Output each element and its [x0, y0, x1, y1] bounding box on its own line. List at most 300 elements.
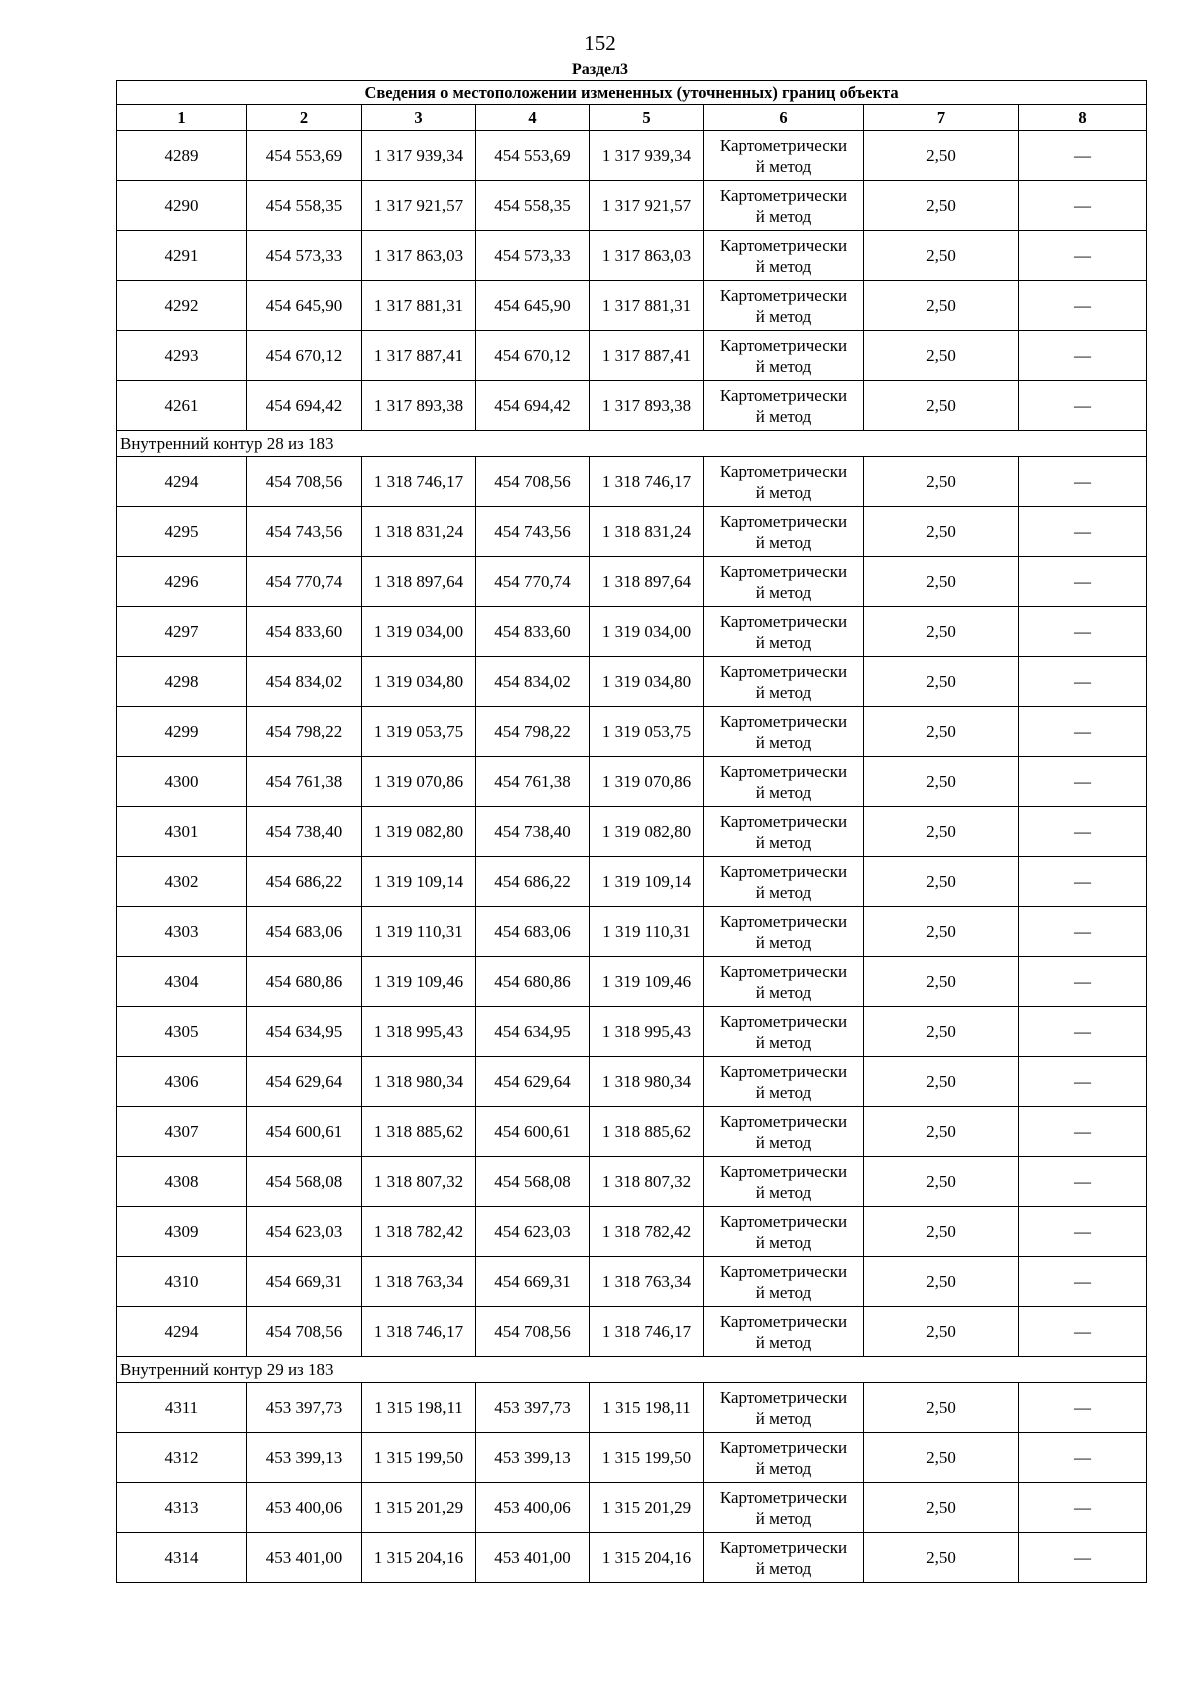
point-number-cell: 4289: [117, 131, 247, 181]
y-coordinate-cell: 1 318 782,42: [362, 1207, 476, 1257]
accuracy-cell: 2,50: [864, 907, 1019, 957]
x-coordinate-cell: 453 401,00: [476, 1533, 590, 1583]
method-line-2: й метод: [755, 356, 812, 376]
x-coordinate-cell: 454 558,35: [476, 181, 590, 231]
description-cell: —: [1019, 281, 1147, 331]
method-line-1: Картометрически: [719, 811, 848, 831]
method-line-1: Картометрически: [719, 1311, 848, 1331]
y-coordinate-cell: 1 319 109,46: [590, 957, 704, 1007]
x-coordinate-cell: 453 400,06: [476, 1483, 590, 1533]
method-cell: [704, 331, 864, 381]
method-line-2: й метод: [755, 882, 812, 902]
method-line-1: Картометрически: [719, 461, 848, 481]
x-coordinate-cell: 454 770,74: [476, 557, 590, 607]
method-cell: [704, 1007, 864, 1057]
method-line-2: й метод: [755, 482, 812, 502]
method-cell: [704, 907, 864, 957]
y-coordinate-cell: 1 319 110,31: [590, 907, 704, 957]
point-number-cell: 4298: [117, 657, 247, 707]
method-line-1: Картометрически: [719, 335, 848, 355]
method-line-1: Картометрически: [719, 711, 848, 731]
y-coordinate-cell: 1 319 053,75: [590, 707, 704, 757]
y-coordinate-cell: 1 315 198,11: [590, 1383, 704, 1433]
y-coordinate-cell: 1 318 746,17: [590, 1307, 704, 1357]
method-line-1: Картометрически: [719, 185, 848, 205]
method-cell: [704, 607, 864, 657]
point-number-cell: 4310: [117, 1257, 247, 1307]
x-coordinate-cell: 453 400,06: [247, 1483, 362, 1533]
y-coordinate-cell: 1 318 807,32: [362, 1157, 476, 1207]
y-coordinate-cell: 1 315 201,29: [362, 1483, 476, 1533]
method-line-1: Картометрически: [719, 1111, 848, 1131]
table-row: [117, 1207, 1147, 1257]
point-number-cell: 4311: [117, 1383, 247, 1433]
method-line-2: й метод: [755, 306, 812, 326]
column-header: 7: [864, 105, 1019, 131]
x-coordinate-cell: 454 738,40: [476, 807, 590, 857]
method-cell: [704, 281, 864, 331]
y-coordinate-cell: 1 317 887,41: [362, 331, 476, 381]
method-line-2: й метод: [755, 832, 812, 852]
y-coordinate-cell: 1 318 831,24: [590, 507, 704, 557]
y-coordinate-cell: 1 318 995,43: [362, 1007, 476, 1057]
x-coordinate-cell: 454 834,02: [247, 657, 362, 707]
point-number-cell: 4299: [117, 707, 247, 757]
point-number-cell: 4313: [117, 1483, 247, 1533]
method-line-2: й метод: [755, 1082, 812, 1102]
method-cell: [704, 131, 864, 181]
column-header: 2: [247, 105, 362, 131]
point-number-cell: 4290: [117, 181, 247, 231]
method-cell: [704, 1307, 864, 1357]
method-line-2: й метод: [755, 1332, 812, 1352]
y-coordinate-cell: 1 319 034,00: [590, 607, 704, 657]
y-coordinate-cell: 1 318 746,17: [362, 457, 476, 507]
point-number-cell: 4296: [117, 557, 247, 607]
method-line-1: Картометрически: [719, 1161, 848, 1181]
point-number-cell: 4304: [117, 957, 247, 1007]
y-coordinate-cell: 1 317 939,34: [590, 131, 704, 181]
accuracy-cell: 2,50: [864, 1057, 1019, 1107]
method-line-2: й метод: [755, 632, 812, 652]
description-cell: —: [1019, 1007, 1147, 1057]
table-row: [117, 1107, 1147, 1157]
x-coordinate-cell: 454 708,56: [247, 1307, 362, 1357]
method-line-2: й метод: [755, 206, 812, 226]
x-coordinate-cell: 454 770,74: [247, 557, 362, 607]
accuracy-cell: 2,50: [864, 807, 1019, 857]
accuracy-cell: 2,50: [864, 1483, 1019, 1533]
method-line-2: й метод: [755, 406, 812, 426]
column-header: 4: [476, 105, 590, 131]
method-cell: [704, 757, 864, 807]
accuracy-cell: 2,50: [864, 231, 1019, 281]
method-line-1: Картометрически: [719, 861, 848, 881]
method-line-1: Картометрически: [719, 1537, 848, 1557]
y-coordinate-cell: 1 319 070,86: [590, 757, 704, 807]
method-line-1: Картометрически: [719, 1387, 848, 1407]
point-number-cell: 4261: [117, 381, 247, 431]
contour-heading-row: [117, 1357, 1147, 1383]
accuracy-cell: 2,50: [864, 757, 1019, 807]
description-cell: —: [1019, 657, 1147, 707]
y-coordinate-cell: 1 315 204,16: [590, 1533, 704, 1583]
table-row: [117, 1433, 1147, 1483]
method-line-2: й метод: [755, 1132, 812, 1152]
accuracy-cell: 2,50: [864, 281, 1019, 331]
method-line-2: й метод: [755, 1408, 812, 1428]
method-cell: [704, 1257, 864, 1307]
table-row: [117, 957, 1147, 1007]
accuracy-cell: 2,50: [864, 381, 1019, 431]
method-line-1: Картометрически: [719, 135, 848, 155]
y-coordinate-cell: 1 318 763,34: [362, 1257, 476, 1307]
description-cell: —: [1019, 1107, 1147, 1157]
description-cell: —: [1019, 1483, 1147, 1533]
method-line-2: й метод: [755, 1558, 812, 1578]
y-coordinate-cell: 1 319 034,80: [590, 657, 704, 707]
point-number-cell: 4306: [117, 1057, 247, 1107]
y-coordinate-cell: 1 318 885,62: [362, 1107, 476, 1157]
accuracy-cell: 2,50: [864, 557, 1019, 607]
method-cell: [704, 1483, 864, 1533]
x-coordinate-cell: 454 694,42: [476, 381, 590, 431]
x-coordinate-cell: 454 708,56: [247, 457, 362, 507]
description-cell: —: [1019, 331, 1147, 381]
y-coordinate-cell: 1 319 053,75: [362, 707, 476, 757]
point-number-cell: 4294: [117, 457, 247, 507]
accuracy-cell: 2,50: [864, 1383, 1019, 1433]
method-line-1: Картометрически: [719, 1437, 848, 1457]
method-cell: [704, 1057, 864, 1107]
method-line-2: й метод: [755, 582, 812, 602]
y-coordinate-cell: 1 317 921,57: [590, 181, 704, 231]
x-coordinate-cell: 454 645,90: [476, 281, 590, 331]
x-coordinate-cell: 454 708,56: [476, 1307, 590, 1357]
description-cell: —: [1019, 381, 1147, 431]
point-number-cell: 4308: [117, 1157, 247, 1207]
y-coordinate-cell: 1 315 199,50: [590, 1433, 704, 1483]
x-coordinate-cell: 454 553,69: [247, 131, 362, 181]
y-coordinate-cell: 1 319 034,80: [362, 657, 476, 707]
method-line-2: й метод: [755, 1182, 812, 1202]
column-header: 5: [590, 105, 704, 131]
accuracy-cell: 2,50: [864, 1007, 1019, 1057]
x-coordinate-cell: 454 708,56: [476, 457, 590, 507]
x-coordinate-cell: 454 645,90: [247, 281, 362, 331]
x-coordinate-cell: 454 694,42: [247, 381, 362, 431]
method-line-2: й метод: [755, 1282, 812, 1302]
table-row: [117, 1257, 1147, 1307]
x-coordinate-cell: 454 600,61: [476, 1107, 590, 1157]
point-number-cell: 4312: [117, 1433, 247, 1483]
method-line-1: Картометрически: [719, 911, 848, 931]
table-row: [117, 757, 1147, 807]
description-cell: —: [1019, 1257, 1147, 1307]
method-line-2: й метод: [755, 982, 812, 1002]
accuracy-cell: 2,50: [864, 457, 1019, 507]
description-cell: —: [1019, 957, 1147, 1007]
method-cell: [704, 707, 864, 757]
method-cell: [704, 807, 864, 857]
x-coordinate-cell: 454 669,31: [247, 1257, 362, 1307]
x-coordinate-cell: 454 623,03: [247, 1207, 362, 1257]
x-coordinate-cell: 454 634,95: [476, 1007, 590, 1057]
x-coordinate-cell: 454 568,08: [247, 1157, 362, 1207]
description-cell: —: [1019, 181, 1147, 231]
method-cell: [704, 231, 864, 281]
column-header: 1: [117, 105, 247, 131]
x-coordinate-cell: 454 743,56: [247, 507, 362, 557]
method-line-2: й метод: [755, 1032, 812, 1052]
description-cell: —: [1019, 607, 1147, 657]
y-coordinate-cell: 1 317 887,41: [590, 331, 704, 381]
method-line-1: Картометрически: [719, 1261, 848, 1281]
table-row: [117, 1533, 1147, 1583]
accuracy-cell: 2,50: [864, 857, 1019, 907]
method-cell: [704, 1107, 864, 1157]
x-coordinate-cell: 453 399,13: [247, 1433, 362, 1483]
x-coordinate-cell: 454 600,61: [247, 1107, 362, 1157]
description-cell: —: [1019, 907, 1147, 957]
y-coordinate-cell: 1 315 204,16: [362, 1533, 476, 1583]
x-coordinate-cell: 454 761,38: [247, 757, 362, 807]
accuracy-cell: 2,50: [864, 131, 1019, 181]
x-coordinate-cell: 454 558,35: [247, 181, 362, 231]
table-caption: Сведения о местоположении измененных (уточненных) границ объекта: [117, 81, 1147, 105]
method-line-1: Картометрически: [719, 561, 848, 581]
method-line-1: Картометрически: [719, 385, 848, 405]
table-row: [117, 1057, 1147, 1107]
table-row: [117, 1483, 1147, 1533]
y-coordinate-cell: 1 318 897,64: [590, 557, 704, 607]
y-coordinate-cell: 1 319 109,14: [590, 857, 704, 907]
table-row: [117, 181, 1147, 231]
boundary-coordinates-table: [116, 80, 1147, 1583]
y-coordinate-cell: 1 318 746,17: [362, 1307, 476, 1357]
point-number-cell: 4292: [117, 281, 247, 331]
method-cell: [704, 1207, 864, 1257]
table-row: [117, 907, 1147, 957]
x-coordinate-cell: 454 670,12: [247, 331, 362, 381]
method-cell: [704, 181, 864, 231]
point-number-cell: 4302: [117, 857, 247, 907]
x-coordinate-cell: 454 738,40: [247, 807, 362, 857]
accuracy-cell: 2,50: [864, 1157, 1019, 1207]
method-line-1: Картометрически: [719, 1211, 848, 1231]
method-line-2: й метод: [755, 732, 812, 752]
x-coordinate-cell: 454 683,06: [247, 907, 362, 957]
table-row: [117, 1383, 1147, 1433]
x-coordinate-cell: 453 399,13: [476, 1433, 590, 1483]
table-row: [117, 557, 1147, 607]
point-number-cell: 4305: [117, 1007, 247, 1057]
y-coordinate-cell: 1 315 201,29: [590, 1483, 704, 1533]
method-cell: [704, 657, 864, 707]
y-coordinate-cell: 1 317 893,38: [590, 381, 704, 431]
y-coordinate-cell: 1 318 897,64: [362, 557, 476, 607]
accuracy-cell: 2,50: [864, 657, 1019, 707]
method-line-2: й метод: [755, 256, 812, 276]
y-coordinate-cell: 1 317 881,31: [362, 281, 476, 331]
point-number-cell: 4291: [117, 231, 247, 281]
table-row: [117, 657, 1147, 707]
x-coordinate-cell: 454 686,22: [476, 857, 590, 907]
accuracy-cell: 2,50: [864, 507, 1019, 557]
y-coordinate-cell: 1 315 198,11: [362, 1383, 476, 1433]
y-coordinate-cell: 1 319 110,31: [362, 907, 476, 957]
description-cell: —: [1019, 231, 1147, 281]
x-coordinate-cell: 454 573,33: [476, 231, 590, 281]
method-cell: [704, 1433, 864, 1483]
column-header: 3: [362, 105, 476, 131]
table-row: [117, 381, 1147, 431]
point-number-cell: 4314: [117, 1533, 247, 1583]
method-cell: [704, 1533, 864, 1583]
method-line-2: й метод: [755, 782, 812, 802]
description-cell: —: [1019, 807, 1147, 857]
table-row: [117, 857, 1147, 907]
x-coordinate-cell: 454 798,22: [476, 707, 590, 757]
y-coordinate-cell: 1 318 831,24: [362, 507, 476, 557]
y-coordinate-cell: 1 319 109,14: [362, 857, 476, 907]
y-coordinate-cell: 1 318 807,32: [590, 1157, 704, 1207]
x-coordinate-cell: 454 686,22: [247, 857, 362, 907]
method-cell: [704, 957, 864, 1007]
description-cell: —: [1019, 1157, 1147, 1207]
description-cell: —: [1019, 131, 1147, 181]
description-cell: —: [1019, 457, 1147, 507]
x-coordinate-cell: 454 573,33: [247, 231, 362, 281]
description-cell: —: [1019, 707, 1147, 757]
method-line-1: Картометрически: [719, 235, 848, 255]
accuracy-cell: 2,50: [864, 1307, 1019, 1357]
accuracy-cell: 2,50: [864, 1207, 1019, 1257]
table-header-row: [117, 105, 1147, 131]
point-number-cell: 4309: [117, 1207, 247, 1257]
x-coordinate-cell: 454 743,56: [476, 507, 590, 557]
y-coordinate-cell: 1 317 921,57: [362, 181, 476, 231]
x-coordinate-cell: 454 680,86: [247, 957, 362, 1007]
description-cell: —: [1019, 1307, 1147, 1357]
y-coordinate-cell: 1 318 980,34: [590, 1057, 704, 1107]
point-number-cell: 4307: [117, 1107, 247, 1157]
contour-heading: Внутренний контур 29 из 183: [117, 1357, 1147, 1383]
contour-heading: Внутренний контур 28 из 183: [117, 431, 1147, 457]
y-coordinate-cell: 1 319 070,86: [362, 757, 476, 807]
section-title: Раздел3: [571, 61, 629, 78]
accuracy-cell: 2,50: [864, 1257, 1019, 1307]
y-coordinate-cell: 1 318 980,34: [362, 1057, 476, 1107]
method-cell: [704, 1383, 864, 1433]
x-coordinate-cell: 454 634,95: [247, 1007, 362, 1057]
method-line-2: й метод: [755, 682, 812, 702]
method-line-2: й метод: [755, 1458, 812, 1478]
method-line-2: й метод: [755, 532, 812, 552]
page-number: 152: [584, 31, 616, 55]
x-coordinate-cell: 454 798,22: [247, 707, 362, 757]
point-number-cell: 4295: [117, 507, 247, 557]
x-coordinate-cell: 454 669,31: [476, 1257, 590, 1307]
accuracy-cell: 2,50: [864, 331, 1019, 381]
y-coordinate-cell: 1 317 881,31: [590, 281, 704, 331]
description-cell: —: [1019, 1533, 1147, 1583]
y-coordinate-cell: 1 318 782,42: [590, 1207, 704, 1257]
table-caption-row: [117, 81, 1147, 105]
method-line-2: й метод: [755, 932, 812, 952]
y-coordinate-cell: 1 317 863,03: [362, 231, 476, 281]
table-row: [117, 281, 1147, 331]
description-cell: —: [1019, 1207, 1147, 1257]
method-cell: [704, 557, 864, 607]
contour-heading-row: [117, 431, 1147, 457]
x-coordinate-cell: 454 761,38: [476, 757, 590, 807]
x-coordinate-cell: 454 629,64: [247, 1057, 362, 1107]
x-coordinate-cell: 453 397,73: [247, 1383, 362, 1433]
table-row: [117, 707, 1147, 757]
description-cell: —: [1019, 1057, 1147, 1107]
accuracy-cell: 2,50: [864, 707, 1019, 757]
table-row: [117, 507, 1147, 557]
method-cell: [704, 857, 864, 907]
table-row: [117, 231, 1147, 281]
method-line-1: Картометрически: [719, 661, 848, 681]
y-coordinate-cell: 1 318 746,17: [590, 457, 704, 507]
column-header: 8: [1019, 105, 1147, 131]
y-coordinate-cell: 1 318 995,43: [590, 1007, 704, 1057]
description-cell: —: [1019, 857, 1147, 907]
x-coordinate-cell: 454 623,03: [476, 1207, 590, 1257]
method-line-1: Картометрически: [719, 1011, 848, 1031]
point-number-cell: 4294: [117, 1307, 247, 1357]
y-coordinate-cell: 1 319 082,80: [362, 807, 476, 857]
y-coordinate-cell: 1 317 939,34: [362, 131, 476, 181]
method-line-2: й метод: [755, 1232, 812, 1252]
x-coordinate-cell: 454 568,08: [476, 1157, 590, 1207]
y-coordinate-cell: 1 319 109,46: [362, 957, 476, 1007]
method-line-1: Картометрически: [719, 961, 848, 981]
method-line-1: Картометрически: [719, 511, 848, 531]
point-number-cell: 4297: [117, 607, 247, 657]
point-number-cell: 4301: [117, 807, 247, 857]
method-cell: [704, 457, 864, 507]
description-cell: —: [1019, 757, 1147, 807]
method-line-1: Картометрически: [719, 761, 848, 781]
x-coordinate-cell: 454 683,06: [476, 907, 590, 957]
y-coordinate-cell: 1 319 034,00: [362, 607, 476, 657]
table-row: [117, 131, 1147, 181]
x-coordinate-cell: 454 680,86: [476, 957, 590, 1007]
table-row: [117, 457, 1147, 507]
accuracy-cell: 2,50: [864, 1533, 1019, 1583]
description-cell: —: [1019, 1383, 1147, 1433]
column-header: 6: [704, 105, 864, 131]
y-coordinate-cell: 1 315 199,50: [362, 1433, 476, 1483]
y-coordinate-cell: 1 317 893,38: [362, 381, 476, 431]
description-cell: —: [1019, 557, 1147, 607]
method-line-1: Картометрически: [719, 285, 848, 305]
point-number-cell: 4293: [117, 331, 247, 381]
accuracy-cell: 2,50: [864, 607, 1019, 657]
y-coordinate-cell: 1 317 863,03: [590, 231, 704, 281]
table-row: [117, 607, 1147, 657]
table-row: [117, 331, 1147, 381]
point-number-cell: 4303: [117, 907, 247, 957]
table-row: [117, 1307, 1147, 1357]
y-coordinate-cell: 1 318 885,62: [590, 1107, 704, 1157]
table-row: [117, 1007, 1147, 1057]
x-coordinate-cell: 454 629,64: [476, 1057, 590, 1107]
